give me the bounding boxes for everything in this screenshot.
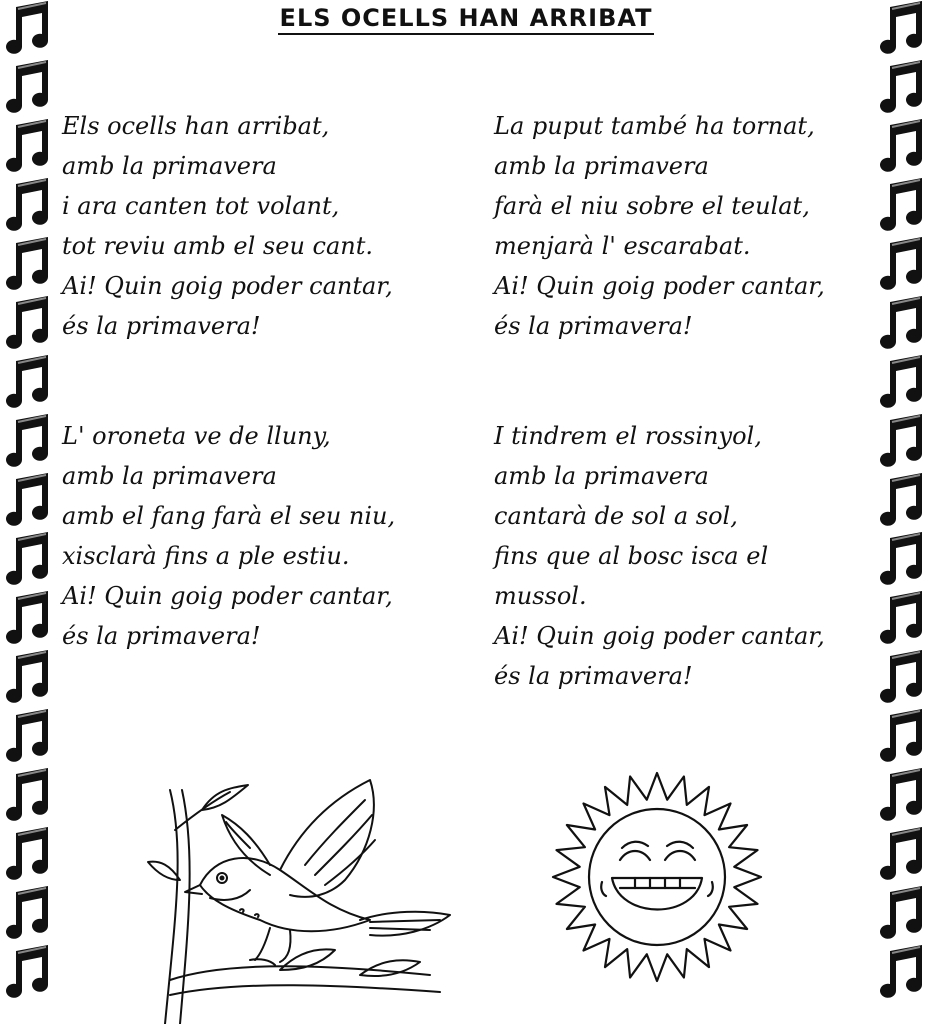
stanza-line: La puput també ha tornat, [494,112,815,140]
stanza-line: farà el niu sobre el teulat, [494,192,810,220]
music-note-icon [876,825,930,885]
stanza-line: amb el fang farà el seu niu, [62,502,396,530]
music-note-icon [2,589,56,649]
music-note-icon [2,884,56,944]
stanza-line: amb la primavera [494,152,709,180]
stanza-line: Ai! Quin goig poder cantar, [62,582,393,610]
music-note-icon [2,412,56,472]
stanza-line: L' oroneta ve de lluny, [62,422,331,450]
music-note-icon [2,648,56,708]
stanza-line: és la primavera! [494,662,693,690]
stanza-line: menjarà l' escarabat. [494,232,751,260]
music-note-icon [2,176,56,236]
stanza-line: cantarà de sol a sol, [494,502,738,530]
stanza-line: és la primavera! [62,622,261,650]
music-note-icon [876,58,930,118]
music-note-icon [2,58,56,118]
music-note-icon [876,589,930,649]
music-note-icon [876,707,930,767]
music-note-icon [876,294,930,354]
stanza-line: mussol. [494,582,587,610]
music-note-icon [2,471,56,531]
music-note-icon [876,884,930,944]
music-note-icon [2,707,56,767]
music-note-icon [876,176,930,236]
stanza-3 [62,416,395,656]
stanza-line: Ai! Quin goig poder cantar, [494,272,825,300]
music-note-icon [2,943,56,1003]
stanza-line: tot reviu amb el seu cant. [62,232,374,260]
stanza-line: és la primavera! [494,312,693,340]
music-note-icon [876,471,930,531]
music-note-icon [876,530,930,590]
music-note-icon [2,766,56,826]
left-note-border [0,0,58,1024]
stanza-line: Ai! Quin goig poder cantar, [62,272,393,300]
stanza-4 [494,416,825,696]
music-note-icon [876,943,930,1003]
smiling-sun-icon [550,770,765,985]
music-note-icon [876,235,930,295]
stanza-2 [494,106,825,346]
music-note-icon [876,353,930,413]
music-note-icon [2,825,56,885]
stanza-line: amb la primavera [494,462,709,490]
music-note-icon [2,294,56,354]
music-note-icon [2,530,56,590]
stanza-1 [62,106,393,346]
stanza-line: fins que al bosc isca el [494,542,769,570]
music-note-icon [876,766,930,826]
music-note-icon [2,117,56,177]
page-title [0,4,932,32]
stanza-line: amb la primavera [62,462,277,490]
music-note-icon [876,648,930,708]
title-text: ELS OCELLS HAN ARRIBAT [278,4,655,35]
music-note-icon [2,353,56,413]
stanza-line: amb la primavera [62,152,277,180]
music-note-icon [876,412,930,472]
stanza-line: i ara canten tot volant, [62,192,340,220]
stanza-line: xisclarà fins a ple estiu. [62,542,350,570]
bird-icon [130,770,460,1024]
stanza-line: és la primavera! [62,312,261,340]
music-note-icon [876,117,930,177]
stanza-line: Ai! Quin goig poder cantar, [494,622,825,650]
music-note-icon [2,235,56,295]
stanza-line: I tindrem el rossinyol, [494,422,762,450]
stanza-line: Els ocells han arribat, [62,112,330,140]
right-note-border [874,0,932,1024]
